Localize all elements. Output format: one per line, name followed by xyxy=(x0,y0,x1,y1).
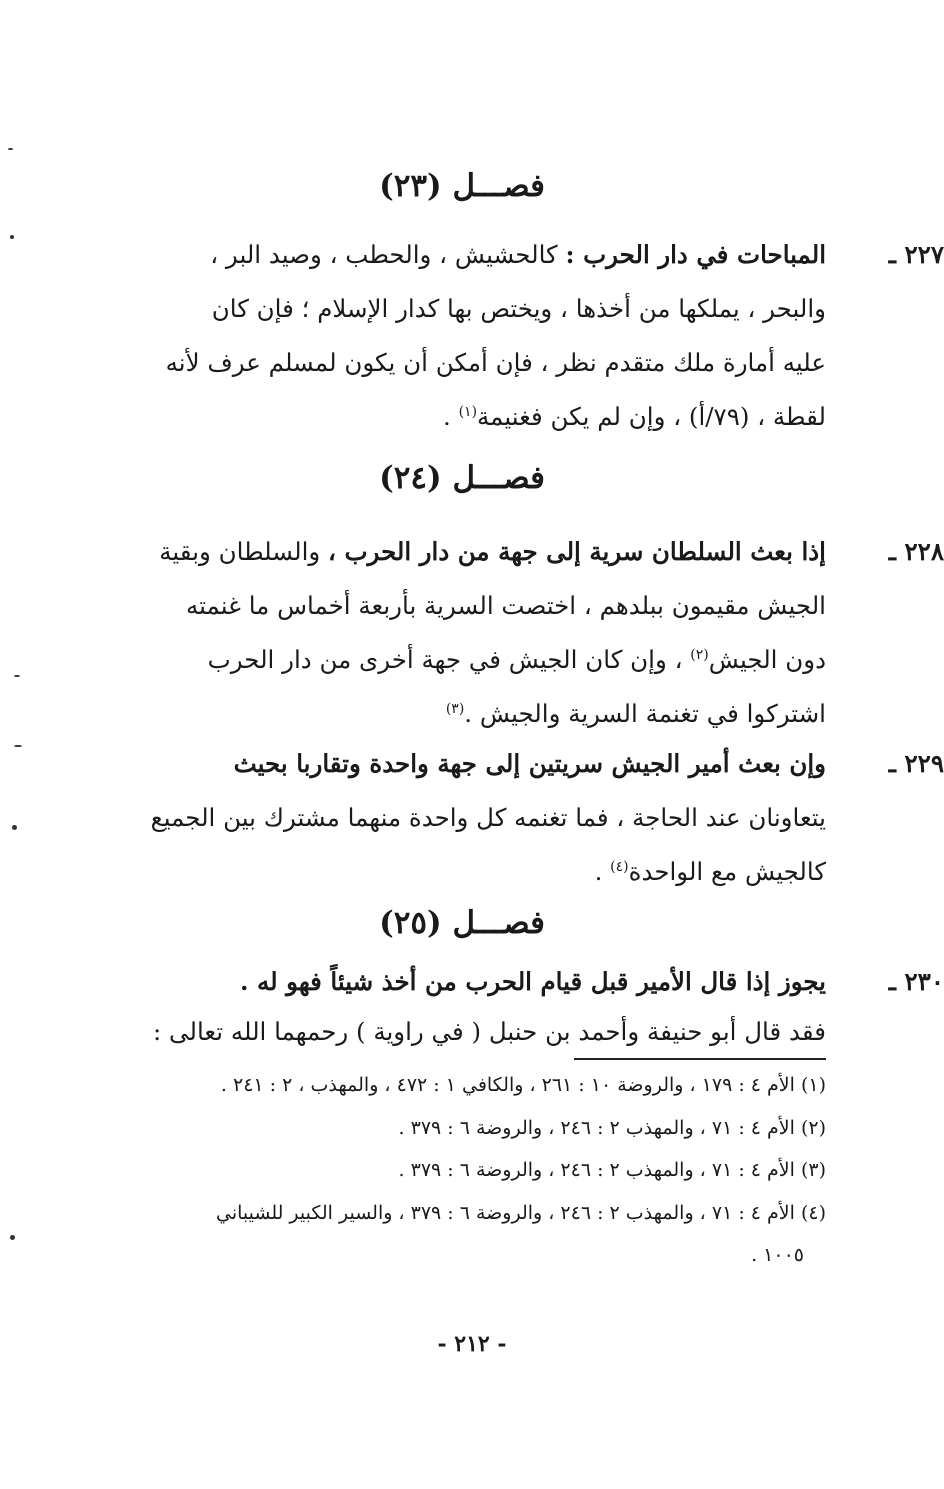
footnote-4: (٤) الأم ٤ : ٧١ ، والمهذب ٢ : ٢٤٦ ، والروضة ٦ : ٣٧٩ ، والسير الكبير للشيباني xyxy=(215,1202,826,1224)
bold-text: المباحات في دار الحرب : xyxy=(565,240,826,269)
paragraph-227 xyxy=(136,228,944,444)
footnote-2: (٢) الأم ٤ : ٧١ ، والمهذب ٢ : ٢٤٦ ، والروضة ٦ : ٣٧٩ . xyxy=(398,1117,826,1139)
line-text: كالحشيش ، والحطب ، وصيد البر ، xyxy=(210,240,566,269)
paragraph-line xyxy=(136,633,826,687)
paragraph-line xyxy=(136,579,826,633)
line-text: دون الجيش xyxy=(708,645,826,674)
paragraph-line xyxy=(136,1005,826,1055)
bold-text: وإن بعث أمير الجيش سريتين إلى جهة واحدة وتقاربا بحيث xyxy=(233,749,826,778)
footnote-3: (٣) الأم ٤ : ٧١ ، والمهذب ٢ : ٢٤٦ ، والروضة ٦ : ٣٧٩ . xyxy=(398,1159,826,1181)
line-text: كالجيش مع الواحدة xyxy=(628,857,826,886)
paragraph-number: ٢٢٧ ـ xyxy=(888,240,944,269)
scan-speck xyxy=(12,825,17,830)
paragraph-line xyxy=(136,390,826,444)
scan-speck xyxy=(10,1235,15,1240)
paragraph-line xyxy=(136,525,944,579)
footnote-ref[interactable]: (٤) xyxy=(610,858,629,875)
bold-text: إذا بعث السلطان سرية إلى جهة من دار الحرب ، xyxy=(328,537,826,566)
section-heading: فصـــل (٢٤) xyxy=(379,460,545,496)
footnote-divider xyxy=(574,1058,826,1060)
paragraph-line xyxy=(136,845,826,899)
footnote-1: (١) الأم ٤ : ١٧٩ ، والروضة ١٠ : ٢٦١ ، والكافي ١ : ٤٧٢ ، والمهذب ، ٢ : ٢٤١ . xyxy=(220,1074,826,1096)
scan-speck xyxy=(14,675,20,677)
paragraph-line xyxy=(136,737,944,791)
paragraph-line xyxy=(136,282,826,336)
paragraph-number: ٢٣٠ ـ xyxy=(888,967,944,996)
scan-speck xyxy=(10,235,14,239)
line-text: والبحر ، يملكها من أخذها ، ويختص بها كدار الإسلام ؛ فإن كان xyxy=(211,294,826,323)
paragraph-line xyxy=(136,687,826,741)
line-text: الجيش مقيمون ببلدهم ، اختصت السرية بأربعة أخماس ما غنمته xyxy=(186,591,826,620)
line-text: . xyxy=(594,857,611,886)
paragraph-line xyxy=(136,955,944,1005)
line-text: عليه أمارة ملك متقدم نظر ، فإن أمكن أن يكون لمسلم عرف لأنه xyxy=(165,348,826,377)
line-text: لقطة ، (٧٩/أ) ، وإن لم يكن فغنيمة xyxy=(477,402,826,431)
scan-speck xyxy=(8,148,13,150)
footnote-ref[interactable]: (١) xyxy=(458,403,478,420)
bold-text: يجوز إذا قال الأمير قبل قيام الحرب من أخذ شيئاً فهو له . xyxy=(239,967,826,996)
page-number: - ٢١٢ - xyxy=(437,1331,507,1357)
line-text: يتعاونان عند الحاجة ، فما تغنمه كل واحدة منهما مشترك بين الجميع xyxy=(150,803,826,832)
footnote-4-continued: ١٠٠٥ . xyxy=(751,1244,804,1266)
paragraph-line xyxy=(136,336,826,390)
paragraph-number: ٢٢٨ ـ xyxy=(888,537,944,566)
line-text: ، وإن كان الجيش في جهة أخرى من دار الحرب xyxy=(207,645,691,674)
section-heading: فصـــل (٢٣) xyxy=(379,168,545,204)
paragraph-line xyxy=(136,791,826,845)
line-text: . xyxy=(443,402,459,431)
section-heading: فصـــل (٢٥) xyxy=(379,905,545,941)
paragraph-line xyxy=(136,228,944,282)
footnote-ref[interactable]: (٢) xyxy=(690,646,709,663)
line-text: والسلطان وبقية xyxy=(159,537,329,566)
line-text: فقد قال أبو حنيفة وأحمد بن حنبل ( في راوية ) رحمهما الله تعالى : xyxy=(153,1017,826,1046)
footnote-ref[interactable]: (٣) xyxy=(445,700,465,717)
line-text: اشتركوا في تغنمة السرية والجيش . xyxy=(464,699,826,728)
paragraph-229 xyxy=(136,737,944,899)
paragraph-number: ٢٢٩ ـ xyxy=(888,749,944,778)
paragraph-228 xyxy=(136,525,944,741)
scan-speck xyxy=(14,745,22,747)
paragraph-230 xyxy=(136,955,944,1055)
